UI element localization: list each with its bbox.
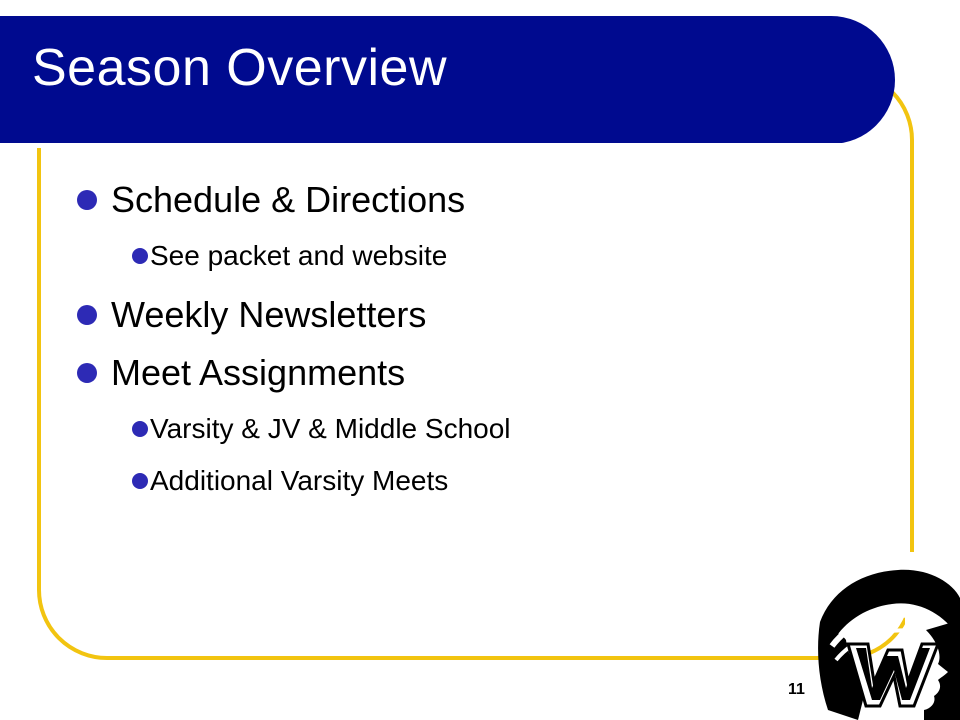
disc-bullet-icon: [77, 363, 97, 383]
spartan-helmet-w-logo: [806, 560, 960, 720]
disc-bullet-icon: [132, 421, 148, 437]
bullet-text: Schedule & Directions: [111, 179, 466, 220]
disc-bullet-icon: [77, 305, 97, 325]
bullet-item: [77, 352, 405, 394]
bullet-text: Additional Varsity Meets: [150, 465, 449, 496]
sub-bullet-item: [132, 240, 447, 272]
disc-bullet-icon: [132, 473, 148, 489]
disc-bullet-icon: [132, 248, 148, 264]
bullet-text: Meet Assignments: [111, 352, 406, 393]
sub-bullet-item: [132, 465, 448, 497]
page-number: 11: [788, 681, 805, 698]
disc-bullet-icon: [77, 190, 97, 210]
bullet-item: [77, 179, 465, 221]
bullet-text: See packet and website: [150, 240, 448, 271]
bullet-text: Weekly Newsletters: [111, 294, 427, 335]
sub-bullet-item: [132, 413, 511, 445]
bullet-text: Varsity & JV & Middle School: [150, 413, 511, 444]
slide-title: Season Overview: [32, 39, 448, 97]
bullet-item: [77, 294, 426, 336]
